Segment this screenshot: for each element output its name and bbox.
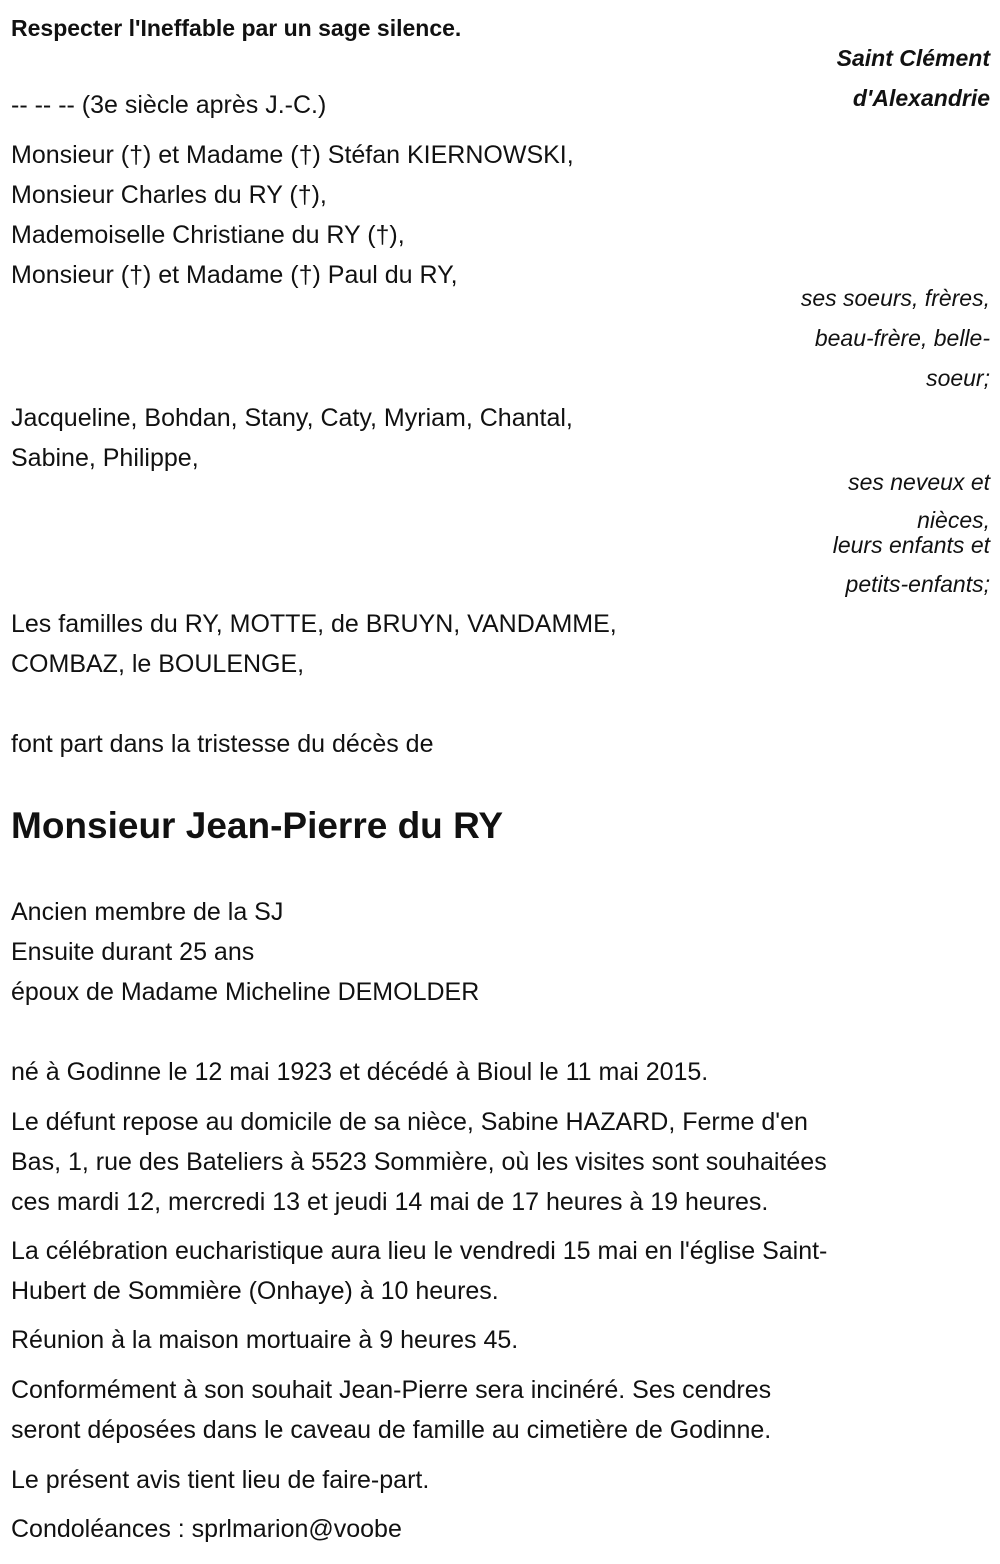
sibling-line: Mademoiselle Christiane du RY (†), (11, 221, 405, 249)
sibling-line: Monsieur (†) et Madame (†) Paul du RY, (11, 261, 458, 289)
nephews-role: leurs enfants et (832, 532, 990, 558)
quote-date: -- -- -- (3e siècle après J.-C.) (11, 91, 327, 119)
celebration-line: Hubert de Sommière (Onhaye) à 10 heures. (11, 1277, 499, 1305)
detail-line: Ensuite durant 25 ans (11, 938, 255, 966)
sibling-line: Monsieur (†) et Madame (†) Stéfan KIERNOWSKI, (11, 141, 574, 169)
deceased-name: Monsieur Jean-Pierre du RY (11, 805, 504, 846)
rest-line: Le défunt repose au domicile de sa nièce, Sabine HAZARD, Ferme d'en (11, 1108, 808, 1136)
quote: Respecter l'Ineffable par un sage silence. (11, 15, 462, 41)
siblings-role: soeur; (926, 365, 990, 391)
siblings-role: beau-frère, belle- (814, 325, 990, 351)
families-line: COMBAZ, le BOULENGE, (11, 650, 305, 678)
quote-author-line1: Saint Clément (836, 45, 990, 71)
announce-text: font part dans la tristesse du décès de (11, 730, 434, 758)
celebration-line: La célébration eucharistique aura lieu le vendredi 15 mai en l'église Saint- (11, 1237, 828, 1265)
nephews-role: nièces, (917, 507, 990, 533)
rest-line: ces mardi 12, mercredi 13 et jeudi 14 mai de 17 heures à 19 heures. (11, 1188, 769, 1216)
meeting-text: Réunion à la maison mortuaire à 9 heures 45. (11, 1326, 519, 1354)
detail-line: époux de Madame Micheline DEMOLDER (11, 978, 480, 1006)
nephews-line: Sabine, Philippe, (11, 444, 199, 472)
nephews-role: ses neveux et (848, 469, 990, 495)
rest-line: Bas, 1, rue des Bateliers à 5523 Sommière, où les visites sont souhaitées (11, 1148, 827, 1176)
families-line: Les familles du RY, MOTTE, de BRUYN, VANDAMME, (11, 610, 617, 638)
notice-text: Le présent avis tient lieu de faire-part. (11, 1466, 430, 1494)
sibling-line: Monsieur Charles du RY (†), (11, 181, 327, 209)
detail-line: Ancien membre de la SJ (11, 898, 284, 926)
birth-death: né à Godinne le 12 mai 1923 et décédé à Bioul le 11 mai 2015. (11, 1058, 709, 1086)
cremation-line: Conformément à son souhait Jean-Pierre sera incinéré. Ses cendres (11, 1376, 772, 1404)
nephews-line: Jacqueline, Bohdan, Stany, Caty, Myriam, Chantal, (11, 404, 573, 432)
siblings-role: ses soeurs, frères, (800, 285, 990, 311)
nephews-role: petits-enfants; (845, 571, 990, 597)
condolences-text: Condoléances : sprlmarion@voobe (11, 1515, 402, 1543)
quote-author-line2: d'Alexandrie (852, 85, 990, 111)
cremation-line: seront déposées dans le caveau de famille au cimetière de Godinne. (11, 1416, 772, 1444)
